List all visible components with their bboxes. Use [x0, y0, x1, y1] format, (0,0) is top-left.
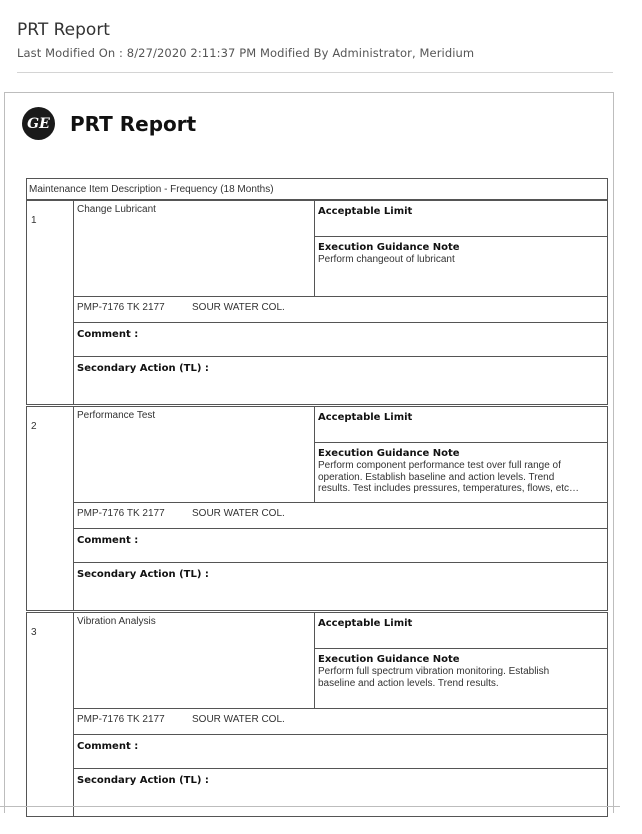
acceptable-limit-label: Acceptable Limit	[318, 206, 413, 217]
modified-by-label: Modified By	[260, 46, 329, 60]
execution-guidance-label: Execution Guidance Note	[318, 654, 460, 665]
item-number: 3	[31, 627, 37, 638]
equipment-row-top	[73, 502, 608, 503]
equipment-tag: PMP-7176 TK 2177	[77, 302, 165, 313]
item-number: 1	[31, 215, 37, 226]
secondary-action-label: Secondary Action (TL) :	[77, 775, 209, 786]
execution-guidance-line: results. Test includes pressures, temperatures, flows, etc…	[318, 483, 580, 494]
acceptable-limit-divider	[314, 236, 608, 237]
secondary-action-label: Secondary Action (TL) :	[77, 363, 209, 374]
comment-label: Comment :	[77, 535, 139, 546]
equipment-tag: PMP-7176 TK 2177	[77, 508, 165, 519]
execution-guidance-line: Perform full spectrum vibration monitoring. Establish	[318, 666, 550, 677]
item-right-panel-divider	[314, 200, 315, 296]
execution-guidance-label: Execution Guidance Note	[318, 242, 460, 253]
modified-by-value: Administrator, Meridium	[332, 46, 475, 60]
execution-guidance-text	[318, 460, 606, 495]
page-title: PRT Report	[17, 20, 110, 40]
header-divider	[17, 72, 613, 73]
item-right-panel-divider	[314, 612, 315, 708]
comment-row-top	[73, 734, 608, 735]
equipment-row-top	[73, 708, 608, 709]
last-modified-label: Last Modified On :	[17, 46, 124, 60]
acceptable-limit-label: Acceptable Limit	[318, 412, 413, 423]
execution-guidance-line: baseline and action levels. Trend results.	[318, 677, 499, 689]
maintenance-item	[0, 612, 620, 818]
item-bottom-divider	[26, 816, 608, 817]
comment-label: Comment :	[77, 741, 139, 752]
last-modified-info	[17, 46, 474, 60]
execution-guidance-label: Execution Guidance Note	[318, 448, 460, 459]
equipment-location: SOUR WATER COL.	[192, 714, 285, 725]
execution-guidance-text	[318, 254, 606, 266]
comment-row-top	[73, 322, 608, 323]
secondary-action-row-top	[73, 356, 608, 357]
page-header	[17, 18, 474, 60]
equipment-location: SOUR WATER COL.	[192, 302, 285, 313]
report-title: PRT Report	[70, 112, 197, 136]
secondary-action-label: Secondary Action (TL) :	[77, 569, 209, 580]
secondary-action-row-top	[73, 562, 608, 563]
section-header-text: Maintenance Item Description - Frequency (18 Months)	[29, 184, 274, 195]
comment-label: Comment :	[77, 329, 139, 340]
item-description: Performance Test	[77, 410, 156, 421]
last-modified-value: 8/27/2020 2:11:37 PM	[126, 46, 257, 60]
acceptable-limit-divider	[314, 442, 608, 443]
equipment-tag: PMP-7176 TK 2177	[77, 714, 165, 725]
acceptable-limit-divider	[314, 648, 608, 649]
secondary-action-row-top	[73, 768, 608, 769]
item-left-column-divider	[73, 406, 74, 611]
ge-logo-icon	[22, 107, 55, 140]
execution-guidance-text	[318, 666, 606, 689]
execution-guidance-line: operation. Establish baseline and action levels. Trend	[318, 471, 555, 483]
maintenance-item	[0, 200, 620, 406]
comment-row-top	[73, 528, 608, 529]
equipment-location: SOUR WATER COL.	[192, 508, 285, 519]
item-bottom-divider	[26, 404, 608, 405]
item-description: Vibration Analysis	[77, 616, 156, 627]
item-number: 2	[31, 421, 37, 432]
execution-guidance-line: Perform changeout of lubricant	[318, 254, 455, 265]
item-bottom-divider	[26, 610, 608, 611]
item-left-column-divider	[73, 200, 74, 405]
equipment-row-top	[73, 296, 608, 297]
item-right-panel-divider	[314, 406, 315, 502]
item-description: Change Lubricant	[77, 204, 156, 215]
bottom-divider	[0, 806, 620, 807]
execution-guidance-line: Perform component performance test over full range of	[318, 460, 561, 471]
logo-lettering: GE	[27, 115, 50, 132]
acceptable-limit-label: Acceptable Limit	[318, 618, 413, 629]
item-left-column-divider	[73, 612, 74, 817]
section-header	[26, 178, 608, 200]
maintenance-item	[0, 406, 620, 612]
